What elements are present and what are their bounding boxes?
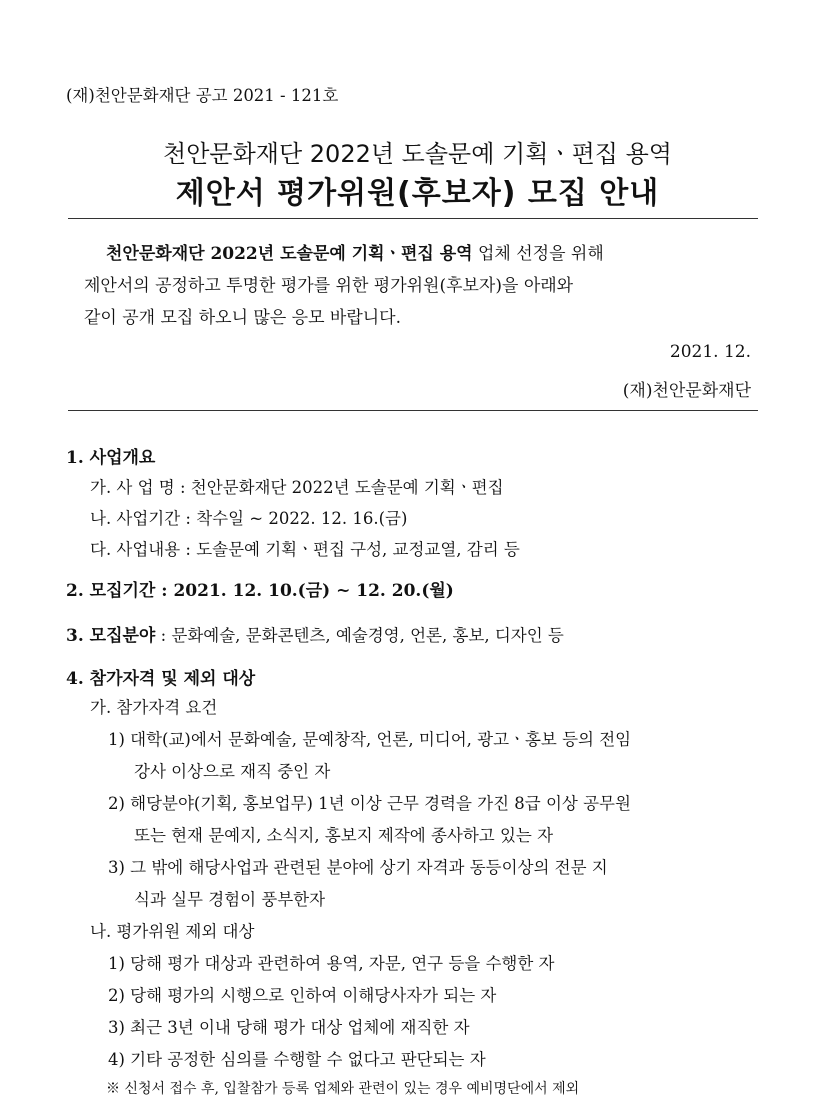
section4-b-item: 3) 최근 3년 이내 당해 평가 대상 업체에 재직한 자	[108, 1018, 470, 1037]
document-title-line1: 천안문화재단 2022년 도솔문예 기획ㆍ편집 용역	[163, 140, 672, 168]
intro-project-name: 천안문화재단 2022년 도솔문예 기획ㆍ편집 용역	[106, 244, 473, 264]
intro-line-1	[84, 238, 604, 270]
top-divider	[68, 218, 758, 219]
section1-heading: 1. 사업개요	[66, 448, 156, 468]
intro-paragraph	[84, 238, 604, 334]
section1-item: 다. 사업내용 : 도솔문예 기획ㆍ편집 구성, 교정교열, 감리 등	[90, 540, 520, 559]
issuer-name: (재)천안문화재단	[622, 381, 751, 401]
section4-a-item: 강사 이상으로 재직 중인 자	[134, 762, 331, 781]
section4-a-item: 또는 현재 문예지, 소식지, 홍보지 제작에 종사하고 있는 자	[134, 826, 554, 845]
section4-heading: 4. 참가자격 및 제외 대상	[66, 669, 256, 689]
bottom-divider	[68, 410, 758, 411]
section4-a-item: 3) 그 밖에 해당사업과 관련된 분야에 상기 자격과 동등이상의 전문 지	[108, 858, 608, 877]
section1-item: 가. 사 업 명 : 천안문화재단 2022년 도솔문예 기획ㆍ편집	[90, 478, 504, 497]
section4-a-item: 2) 해당분야(기획, 홍보업무) 1년 이상 근무 경력을 가진 8급 이상 공무원	[108, 794, 631, 813]
section4-b-item: 1) 당해 평가 대상과 관련하여 용역, 자문, 연구 등을 수행한 자	[108, 954, 555, 973]
section3-heading: 3. 모집분야	[66, 626, 156, 646]
section1-item: 나. 사업기간 : 착수일 ~ 2022. 12. 16.(금)	[90, 509, 408, 528]
section4-sub-b: 나. 평가위원 제외 대상	[90, 922, 255, 941]
section3-line	[66, 621, 564, 646]
section4-b-item: 4) 기타 공정한 심의를 수행할 수 없다고 판단되는 자	[108, 1050, 486, 1069]
section4-a-item: 1) 대학(교)에서 문화예술, 문예창작, 언론, 미디어, 광고ㆍ홍보 등의 전임	[108, 730, 632, 749]
document-title-line2: 제안서 평가위원(후보자) 모집 안내	[175, 176, 660, 211]
intro-line-3: 같이 공개 모집 하오니 많은 응모 바랍니다.	[84, 308, 402, 328]
intro-line-2: 제안서의 공정하고 투명한 평가를 위한 평가위원(후보자)을 아래와	[84, 276, 574, 296]
section2-heading: 2. 모집기간 : 2021. 12. 10.(금) ~ 12. 20.(월)	[66, 581, 454, 601]
section4-b-item: 2) 당해 평가의 시행으로 인하여 이해당사자가 되는 자	[108, 986, 497, 1005]
intro-line-1-rest: 업체 선정을 위해	[472, 244, 604, 264]
section4-a-item: 식과 실무 경험이 풍부한자	[134, 890, 326, 909]
notice-number: (재)천안문화재단 공고 2021 - 121호	[66, 86, 339, 105]
section4-sub-a: 가. 참가자격 요건	[90, 698, 218, 717]
exclusion-note: ※ 신청서 접수 후, 입찰참가 등록 업체와 관련이 있는 경우 예비명단에서 제외	[106, 1081, 580, 1097]
section3-text: : 문화예술, 문화콘텐츠, 예술경영, 언론, 홍보, 디자인 등	[155, 626, 564, 645]
notice-date: 2021. 12.	[669, 342, 751, 362]
